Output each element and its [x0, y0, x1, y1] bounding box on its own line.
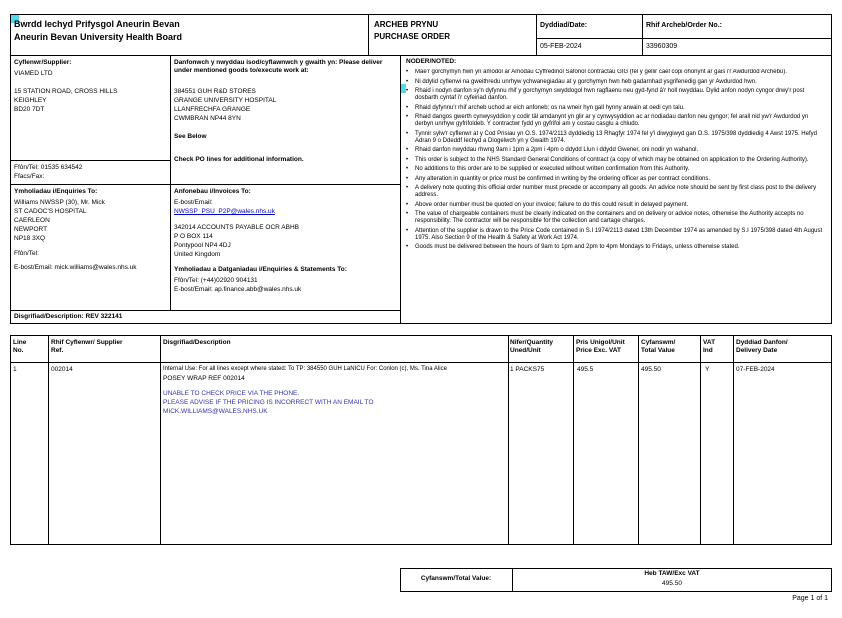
- enquiries-phone-label: Ffôn/Tel:: [14, 250, 39, 257]
- invoices-address-line: United Kingdom: [174, 251, 221, 258]
- org-name-english: Aneurin Bevan University Health Board: [14, 32, 183, 42]
- note-text: Tynnir sylw'r cyflenwr at y Cod Prisiau yn O.S. 1974/2113 dyddiedig 13 Rhagfyr 1974 fel y'i diwygiwyd gan O.S. 1975/398 dyddiedig 4 Awst 1975. Hefyd Adran 9 o Ddeddf Iechyd a Diogelwch yn y Gwaith 1974.: [415, 130, 817, 144]
- cell-supplier-ref: 002014: [51, 366, 73, 373]
- notes-list: [406, 69, 826, 321]
- header-text: VAT: [703, 339, 716, 346]
- supplier-address-line: BD20 7DT: [14, 106, 45, 113]
- note-item: [406, 157, 826, 164]
- delivery-heading: Danfonwch y nwyddau isod/cyflawnwch y gwaith yn: Please deliver under mentioned goods to/execute work at:: [174, 59, 383, 74]
- bullet-icon: •: [406, 244, 409, 250]
- header-text: Cyfanswm/: [641, 339, 676, 346]
- cell-description-line: Internal Use: For all lines except where stated: To TP: 384550 GUH LaNICU For: Conlon (c), Ms. Tina Alice: [163, 366, 447, 372]
- bullet-icon: •: [406, 175, 409, 182]
- note-text: Rhaid danfon nwyddau rhwng 9am i 1pm a 2pm i 4pm o ddydd Llun i ddydd Gwener, oni nodir yn wahanol.: [415, 147, 699, 153]
- note-text: Ni ddylid cyflenwi na gweithredu unrhyw ychwanegiadau at y gorchymyn hwn heb gadarnhad ysgrifenedig gan yr Awdurdod hwn.: [415, 78, 757, 85]
- quote-reference: Disgrifiad/Description: REV 322141: [14, 313, 123, 320]
- note-item: [406, 147, 826, 154]
- date-label: Dyddiad/Date:: [540, 22, 588, 29]
- bullet-icon: •: [406, 166, 409, 172]
- column-header-line-no: [13, 339, 26, 355]
- supplier-heading: Cyflenwr/Supplier:: [14, 59, 72, 66]
- bullet-icon: •: [406, 78, 409, 85]
- column-header-unit-price: [576, 339, 636, 355]
- cell-description-note: PLEASE ADVISE IF THE PRICING IS INCORRECT WITH AN EMAIL TO: [163, 399, 374, 406]
- header-text: Nifer/Quantity: [510, 339, 553, 346]
- invoices-address-line: Pontypool NP4 4DJ: [174, 242, 231, 249]
- bullet-icon: •: [406, 227, 409, 234]
- note-item: [406, 211, 826, 225]
- bullet-icon: •: [406, 211, 409, 217]
- order-number-label: Rhif Archeb/Order No.:: [646, 22, 722, 29]
- enquiries-address-line: NP18 3XQ: [14, 235, 46, 242]
- header-text: Pris Unigol/Unit: [576, 339, 625, 346]
- bullet-icon: •: [406, 114, 409, 120]
- header-text: Price Exc. VAT: [576, 347, 621, 354]
- note-item: [406, 185, 826, 199]
- divider: [536, 14, 537, 55]
- divider: [368, 14, 369, 55]
- note-item: [406, 114, 826, 128]
- supplier-address-line: 15 STATION ROAD, CROSS HILLS: [14, 88, 118, 95]
- invoices-address-line: P O BOX 114: [174, 233, 213, 240]
- divider: [508, 335, 509, 545]
- header-text: Rhif Cyflenwr/ Supplier: [51, 339, 123, 346]
- cell-total-value: 495.50: [641, 366, 661, 373]
- column-header-description: Disgrifiad/Description: [163, 339, 231, 346]
- column-header-total-value: [641, 339, 699, 355]
- supplier-fax: Ffacs/Fax:: [14, 173, 45, 180]
- po-lines-note: Check PO lines for additional information.: [174, 156, 304, 163]
- divider: [170, 55, 171, 310]
- bullet-icon: •: [406, 130, 409, 137]
- divider: [10, 160, 170, 161]
- supplier-name: VIAMED LTD: [14, 70, 53, 77]
- cell-description-note: UNABLE TO CHECK PRICE VIA THE PHONE.: [163, 390, 300, 397]
- page-number: Page 1 of 1: [792, 595, 828, 602]
- org-name-welsh: Bwrdd Iechyd Prifysgol Aneurin Bevan: [14, 19, 180, 29]
- divider: [48, 335, 49, 545]
- bullet-icon: •: [406, 104, 409, 111]
- divider: [642, 14, 643, 55]
- divider: [10, 55, 832, 56]
- note-text: A delivery note quoting this official order number must precede or accompany all goods. An advice note should be sent by first class post to the delivery address.: [415, 185, 817, 198]
- note-item: [406, 202, 826, 209]
- note-item: [406, 228, 826, 242]
- totals-label: Cyfanswm/Total Value:: [420, 575, 492, 582]
- note-item: [406, 69, 826, 76]
- divider: [160, 335, 161, 545]
- enquiries-email[interactable]: E-bost/Email: mick.williams@wales.nhs.uk: [14, 264, 137, 271]
- divider: [638, 335, 639, 545]
- note-item: [406, 79, 826, 86]
- order-number-value: 33960309: [646, 43, 678, 50]
- note-text: The value of chargeable containers must be clearly indicated on the containers and on delivery or advice notes, otherwise the Authority accepts no responsibility. The contractor will be responsible for the collection and cartage charges.: [415, 211, 804, 224]
- cell-delivery-date: 07-FEB-2024: [736, 366, 775, 373]
- column-header-delivery-date: [736, 339, 830, 355]
- note-item: [406, 88, 826, 102]
- note-item: [406, 105, 826, 112]
- totals-vat-label: Heb TAW/Exc VAT: [644, 570, 700, 577]
- header-text: Delivery Date: [736, 347, 778, 354]
- header-text: No.: [13, 347, 24, 354]
- enquiries-address-line: CAERLEON: [14, 217, 50, 224]
- delivery-address-line: 384551 GUH R&D STORES: [174, 88, 256, 95]
- invoices-heading: Anfonebau i/Invoices To:: [174, 188, 251, 195]
- note-item: [406, 244, 826, 251]
- delivery-address-line: LLANFRECHFA GRANGE: [174, 106, 251, 113]
- note-text: Any alteration in quantity or price must be confirmed in writing by the ordering officer as per contract conditions.: [415, 175, 711, 182]
- divider: [10, 310, 400, 311]
- note-text: Rhaid i nodyn danfon sy'n dyfynnu rhif y gorchymyn swyddogol hwn ragflaenu neu gyd-fynd â'r holl nwyddau. Dylid anfon nodyn cyngor drwy'r post dosbarth cyntaf i'r cyfeiriad danfon.: [415, 88, 805, 101]
- header-text: Ind: [703, 347, 713, 354]
- doc-title-english: PURCHASE ORDER: [374, 32, 451, 41]
- delivery-address-line: CWMBRAN NP44 8YN: [174, 115, 241, 122]
- note-text: Above order number must be quoted on your invoice; failure to do this could result in delayed payment.: [415, 201, 689, 208]
- note-text: Mae'r gorchymyn hwn yn amodol ar Amodau Cyffredinol Safonol contractau GIG (fel y gellir cael copi ohonynt ar gais i'r Awdurdod Archebu).: [415, 69, 787, 75]
- note-text: This order is subject to the NHS Standard General Conditions of contract (a copy of which may be obtained on application to the Ordering Authority).: [415, 156, 809, 163]
- statements-email[interactable]: E-bost/Email: ap.finance.abb@wales.nhs.uk: [174, 286, 302, 293]
- column-header-supplier-ref: [51, 339, 157, 355]
- divider: [573, 335, 574, 545]
- note-item: [406, 166, 826, 173]
- see-below-note: See Below: [174, 133, 207, 140]
- statements-heading: Ymholiadau a Datganiadau i/Enquiries & Statements To:: [174, 266, 347, 273]
- cell-quantity: 1 PACKS75: [510, 366, 545, 373]
- cell-unit-price: 495.5: [577, 366, 594, 373]
- divider: [733, 335, 734, 545]
- cell-description-note: MICK.WILLIAMS@WALES.NHS.UK: [163, 408, 268, 415]
- note-text: Goods must be delivered between the hours of 9am to 1pm and 2pm to 4pm Mondays to Fridays, unless otherwise stated.: [415, 244, 740, 250]
- date-value: 05-FEB-2024: [540, 43, 582, 50]
- enquiries-address-line: NEWPORT: [14, 226, 48, 233]
- note-item: [406, 131, 826, 145]
- divider: [10, 362, 832, 363]
- header-text: Line: [13, 339, 27, 346]
- bullet-icon: •: [406, 201, 409, 208]
- enquiries-address-line: ST CADOC'S HOSPITAL: [14, 208, 87, 215]
- supplier-address-line: KEIGHLEY: [14, 97, 47, 104]
- bullet-icon: •: [406, 69, 409, 75]
- statements-phone: Ffôn/Tel: (+44)02920 904131: [174, 277, 258, 284]
- bullet-icon: •: [406, 185, 409, 191]
- enquiries-contact: Williams NWSSP (30), Mr. Mick: [14, 199, 105, 206]
- bullet-icon: •: [406, 88, 409, 94]
- divider: [536, 38, 832, 39]
- delivery-address-line: GRANGE UNIVERSITY HOSPITAL: [174, 97, 277, 104]
- note-text: Attention of the supplier is drawn to the Price Code contained in S.I 1974/2113 dated 13th December 1974 as amended by S.I 1975/398 dated 4th August 1975. Also Section 9 of the Health & Safety at Work Act 1974.: [415, 227, 823, 241]
- cell-vat-ind: Y: [705, 366, 710, 373]
- header-text: Total Value: [641, 347, 675, 354]
- note-item: [406, 176, 826, 183]
- cell-line-no: 1: [13, 366, 17, 373]
- invoices-email-link[interactable]: NWSSP_PSU_P2P@wales.nhs.uk: [174, 208, 275, 215]
- supplier-phone: Ffôn/Tel: 01535 634542: [14, 164, 83, 171]
- note-text: Rhaid dyfynnu'r rhif archeb uchod ar eich anfoneb; os na wneir hyn gall hynny arwain at oedi cyn talu.: [415, 104, 685, 111]
- bullet-icon: •: [406, 156, 409, 163]
- note-text: Rhaid dangos gwerth cynwysyddion y codir tâl amdanynt yn glir ar y cynwysyddion ac ar nodiadau danfon neu gyngor; fel arall nid yw'r Awdurdod yn derbyn unrhyw gyfrifoldeb. Y contractwr fydd yn gyfrifol am y costau casglu a chludo.: [415, 114, 809, 127]
- bullet-icon: •: [406, 147, 409, 153]
- invoices-address-line: 342014 ACCOUNTS PAYABLE OCR ABHB: [174, 224, 299, 231]
- note-text: No additions to this order are to be supplied or executed without written confirmation from this Authority.: [415, 166, 690, 172]
- column-header-quantity: [510, 339, 572, 355]
- notes-heading: NODER/NOTED:: [406, 58, 457, 65]
- divider: [10, 184, 400, 185]
- cell-description-line: POSEY WRAP REF 002014: [163, 375, 245, 382]
- divider: [700, 335, 701, 545]
- column-header-vat-ind: [703, 339, 731, 355]
- enquiries-heading: Ymholiadau i/Enquiries To:: [14, 188, 98, 195]
- divider: [400, 55, 401, 324]
- header-text: Dyddiad Danfon/: [736, 339, 788, 346]
- totals-value: 495.50: [662, 580, 682, 587]
- header-text: Uned/Unit: [510, 347, 541, 354]
- invoices-email-label: E-bost/Email:: [174, 199, 213, 206]
- doc-title-welsh: ARCHEB PRYNU: [374, 20, 439, 29]
- header-text: Ref.: [51, 347, 64, 354]
